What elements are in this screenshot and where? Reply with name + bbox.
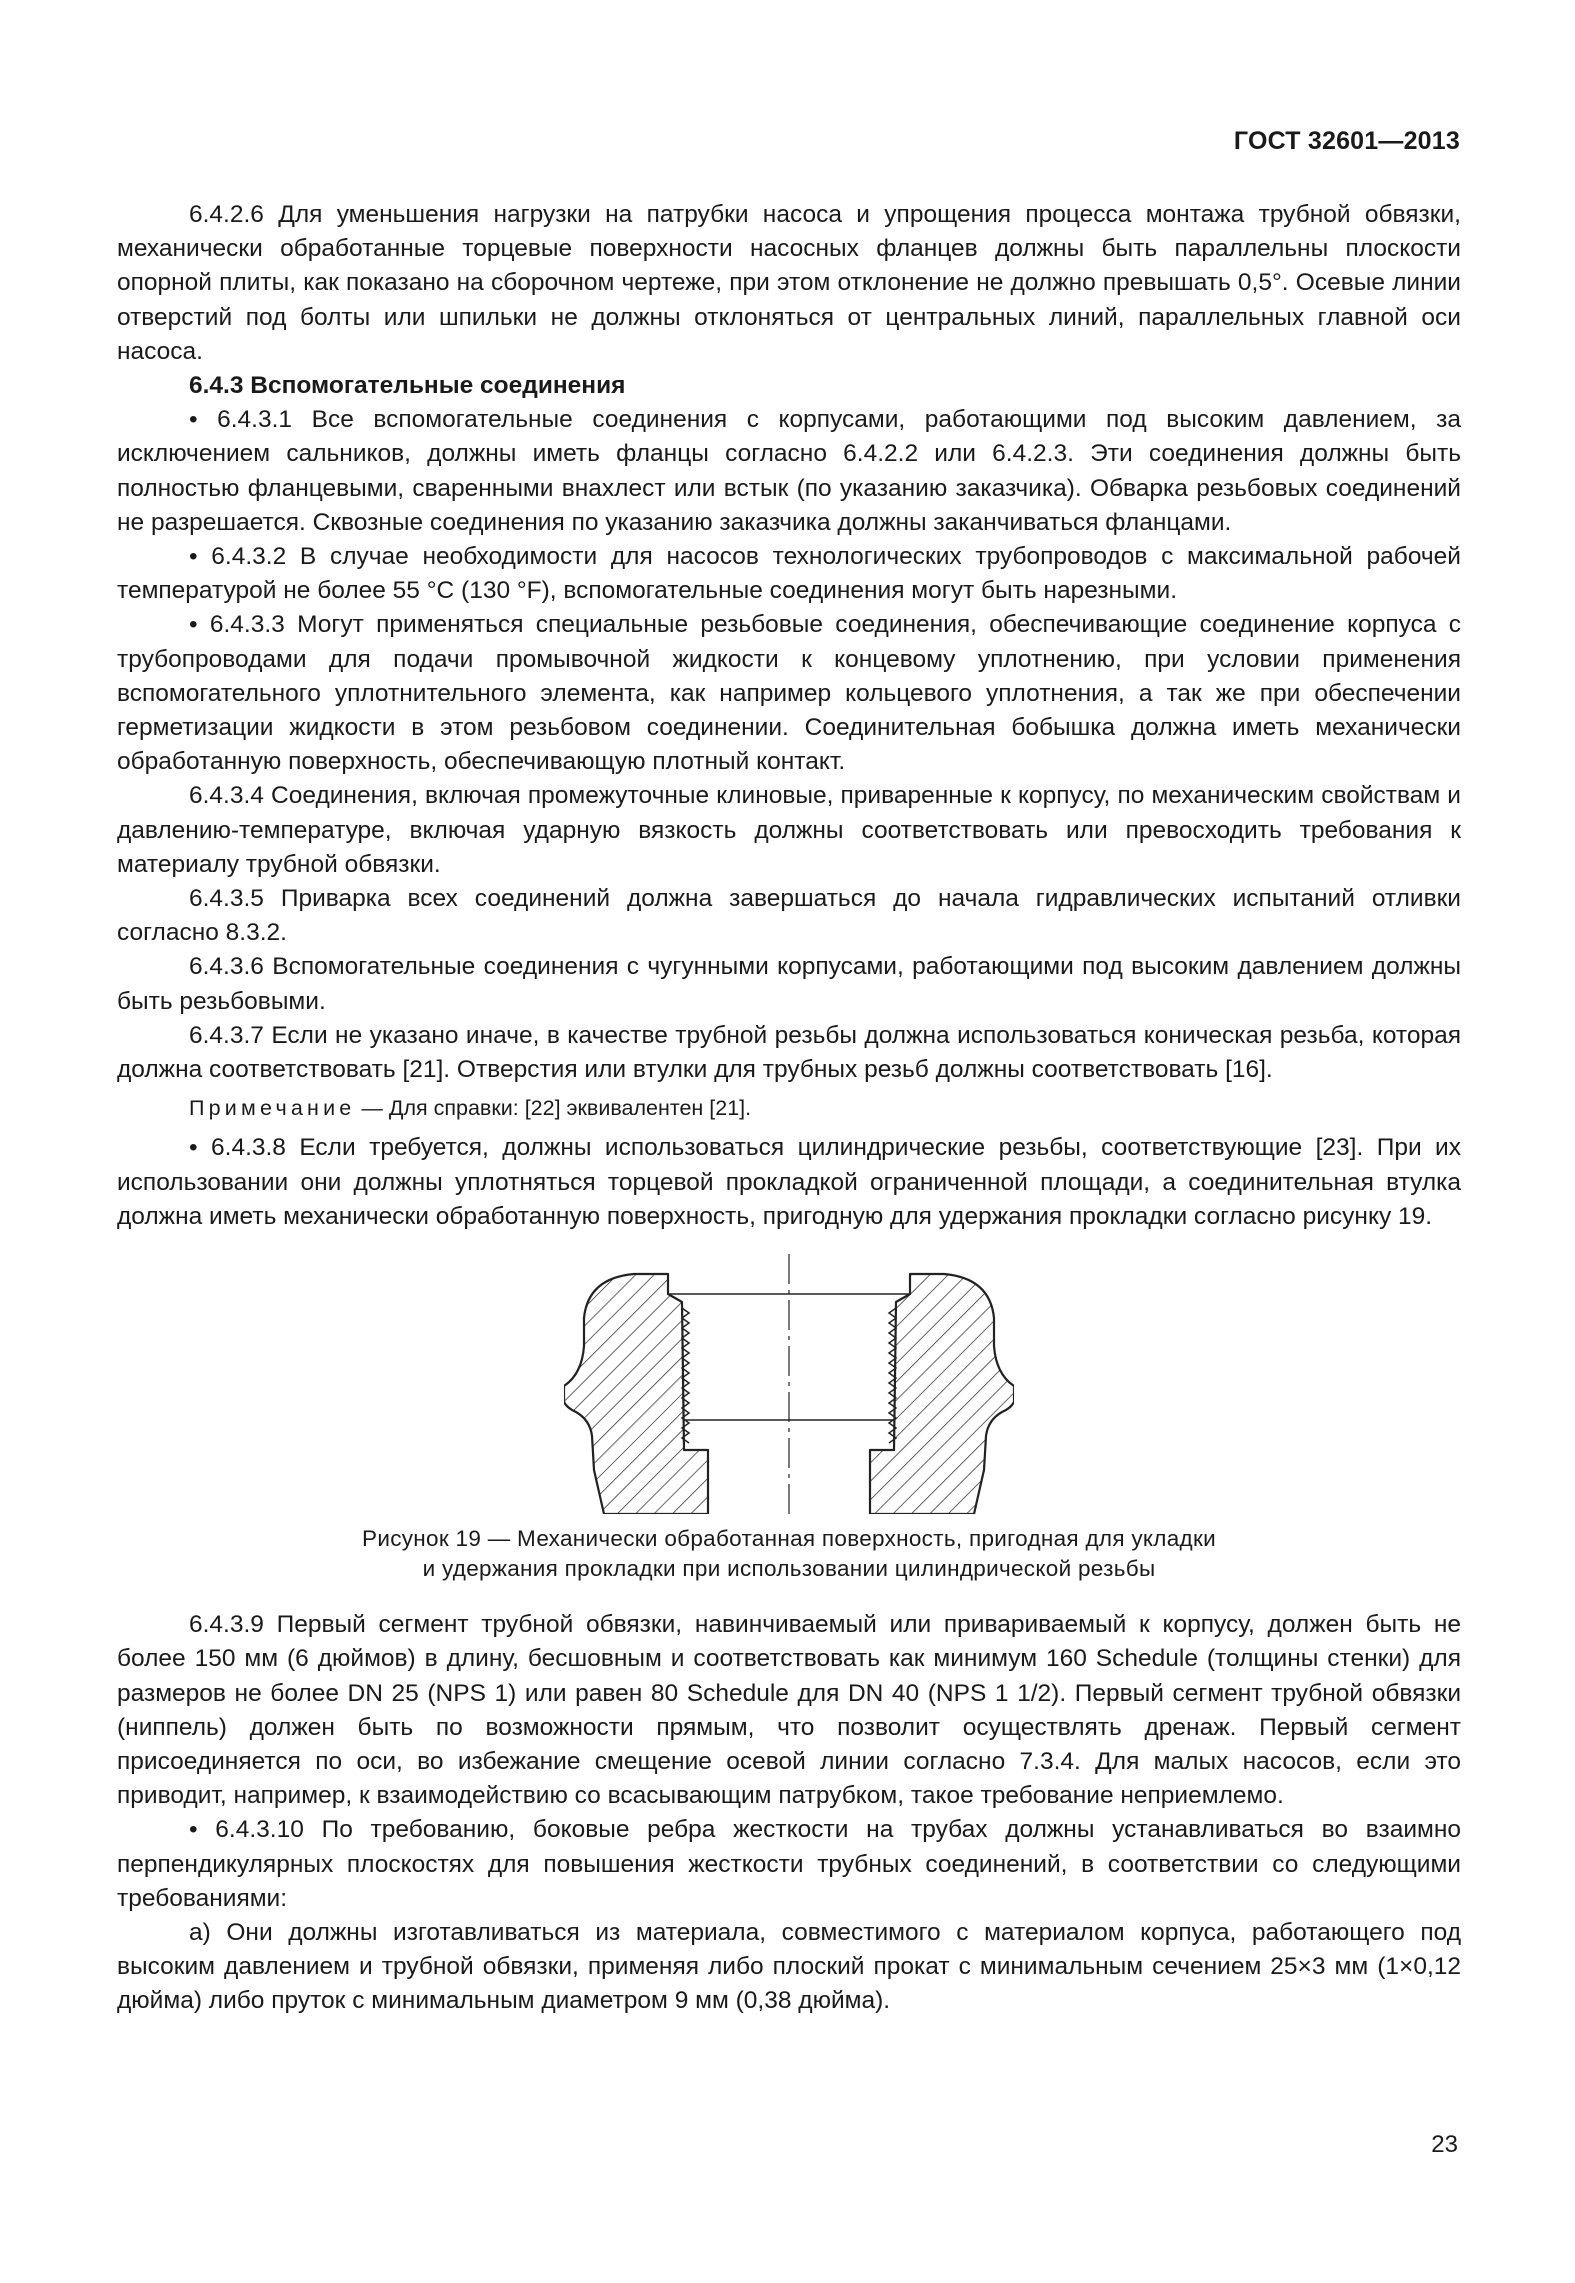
paragraph-6-4-3-7: 6.4.3.7 Если не указано иначе, в качестве трубной резьбы должна использоваться коническая резьба, которая должна соответствовать [21]. Отверстия или втулки для трубных резьб должны соответствовать [16]. bbox=[117, 1021, 1461, 1084]
paragraph-6-4-3-3: • 6.4.3.3 Могут применяться специальные резьбовые соединения, обеспечивающие соединение корпуса с трубопроводами для подачи промывочной жидкости к концевому уплотнению, при условии применения вспомогательного уплотнительного элемента, как например кольцевого уплотнения, а так же при обеспечении герметизации жидкости в этом резьбовом соединении. Соединительная бобышка должна иметь механически обработанную поверхность, обеспечивающую плотный контакт. bbox=[117, 611, 1461, 776]
section-heading-6-4-3: 6.4.3 Вспомогательные соединения bbox=[189, 372, 626, 400]
note bbox=[117, 1091, 1461, 1125]
paragraph-6-4-3-9: 6.4.3.9 Первый сегмент трубной обвязки, навинчиваемый или привариваемый к корпусу, должен быть не более 150 мм (6 дюймов) в длину, бесшовным и соответствовать как минимум 160 Schedule (толщины стенки) для размеров не более DN 25 (NPS 1) или равен 80 Schedule для DN 40 (NPS 1 1/2). Первый сегмент трубной обвязки (ниппель) должен быть по возможности прямым, что позволит осуществлять дренаж. Первый сегмент присоединяется по оси, во избежание смещение осевой линии согласно 7.3.4. Для малых насосов, если это приводит, например, к взаимодействию со всасывающим патрубком, такое требование неприемлемо. bbox=[117, 1611, 1461, 1810]
page-number: 23 bbox=[1431, 2131, 1458, 2158]
note-label: Примечание bbox=[189, 1096, 356, 1121]
paragraph-6-4-3-8: • 6.4.3.8 Если требуется, должны использоваться цилиндрические резьбы, соответствующие [23]. При их использовании они должны уплотняться торцевой прокладкой ограниченной площади, а соединительная втулка должна иметь механически обработанную поверхность, пригодную для удержания прокладки согласно рисунку 19. bbox=[117, 1134, 1461, 1230]
text-after-figure bbox=[117, 1608, 1461, 2018]
figure-19-caption bbox=[117, 1524, 1461, 1584]
caption-line-2: и удержания прокладки при использовании цилиндрической резьбы bbox=[422, 1556, 1156, 1582]
note-text: — Для справки: [22] эквивалентен [21]. bbox=[355, 1096, 752, 1121]
paragraph-6-4-3-5: 6.4.3.5 Приварка всех соединений должна завершаться до начала гидравлических испытаний отливки согласно 8.3.2. bbox=[117, 885, 1461, 947]
figure-19 bbox=[117, 1254, 1461, 1584]
paragraph-6-4-2-6: 6.4.2.6 Для уменьшения нагрузки на патрубки насоса и упрощения процесса монтажа трубной обвязки, механически обработанные торцевые поверхности насосных фланцев должны быть параллельны плоскости опорной плиты, как показано на сборочном чертеже, при этом отклонение не должно превышать 0,5°. Осевые линии отверстий под болты или шпильки не должны отклоняться от центральных линий, параллельных главной оси насоса. bbox=[117, 201, 1461, 365]
paragraph-6-4-3-10: • 6.4.3.10 По требованию, боковые ребра жесткости на трубах должны устанавливаться во взаимно перпендикулярных плоскостях для повышения жесткости трубных соединений, в соответствии со следующими требованиями: bbox=[117, 1816, 1461, 1912]
paragraph-6-4-3-2: • 6.4.3.2 В случае необходимости для насосов технологических трубопроводов с максимальной рабочей температурой не более 55 °C (130 °F), вспомогательные соединения могут быть нарезными. bbox=[117, 543, 1461, 605]
list-item-a: а) Они должны изготавливаться из материала, совместимого с материалом корпуса, работающего под высоким давлением и трубной обвязки, применяя либо плоский прокат с минимальным сечением 25×3 мм (1×0,12 дюйма) либо пруток с минимальным диаметром 9 мм (0,38 дюйма). bbox=[117, 1918, 1461, 2015]
document-body bbox=[117, 198, 1461, 2019]
caption-line-1: Рисунок 19 — Механически обработанная поверхность, пригодная для укладки bbox=[362, 1526, 1216, 1552]
document-header: ГОСТ 32601—2013 bbox=[1233, 127, 1460, 155]
paragraph-6-4-3-4: 6.4.3.4 Соединения, включая промежуточные клиновые, приваренные к корпусу, по механическим свойствам и давлению-температуре, включая ударную вязкость должны соответствовать или превосходить требования к материалу трубной обвязки. bbox=[117, 782, 1461, 878]
paragraph-6-4-3-6: 6.4.3.6 Вспомогательные соединения с чугунными корпусами, работающими под высоким давлением должны быть резьбовыми. bbox=[117, 953, 1461, 1015]
paragraph-6-4-3-1: • 6.4.3.1 Все вспомогательные соединения с корпусами, работающими под высоким давлением, за исключением сальников, должны иметь фланцы согласно 6.4.2.2 или 6.4.2.3. Эти соединения должны быть полностью фланцевыми, сваренными внахлест или встык (по указанию заказчика). Обварка резьбовых соединений не разрешается. Сквозные соединения по указанию заказчика должны заканчиваться фланцами. bbox=[117, 406, 1461, 536]
figure-19-drawing bbox=[564, 1254, 1014, 1514]
